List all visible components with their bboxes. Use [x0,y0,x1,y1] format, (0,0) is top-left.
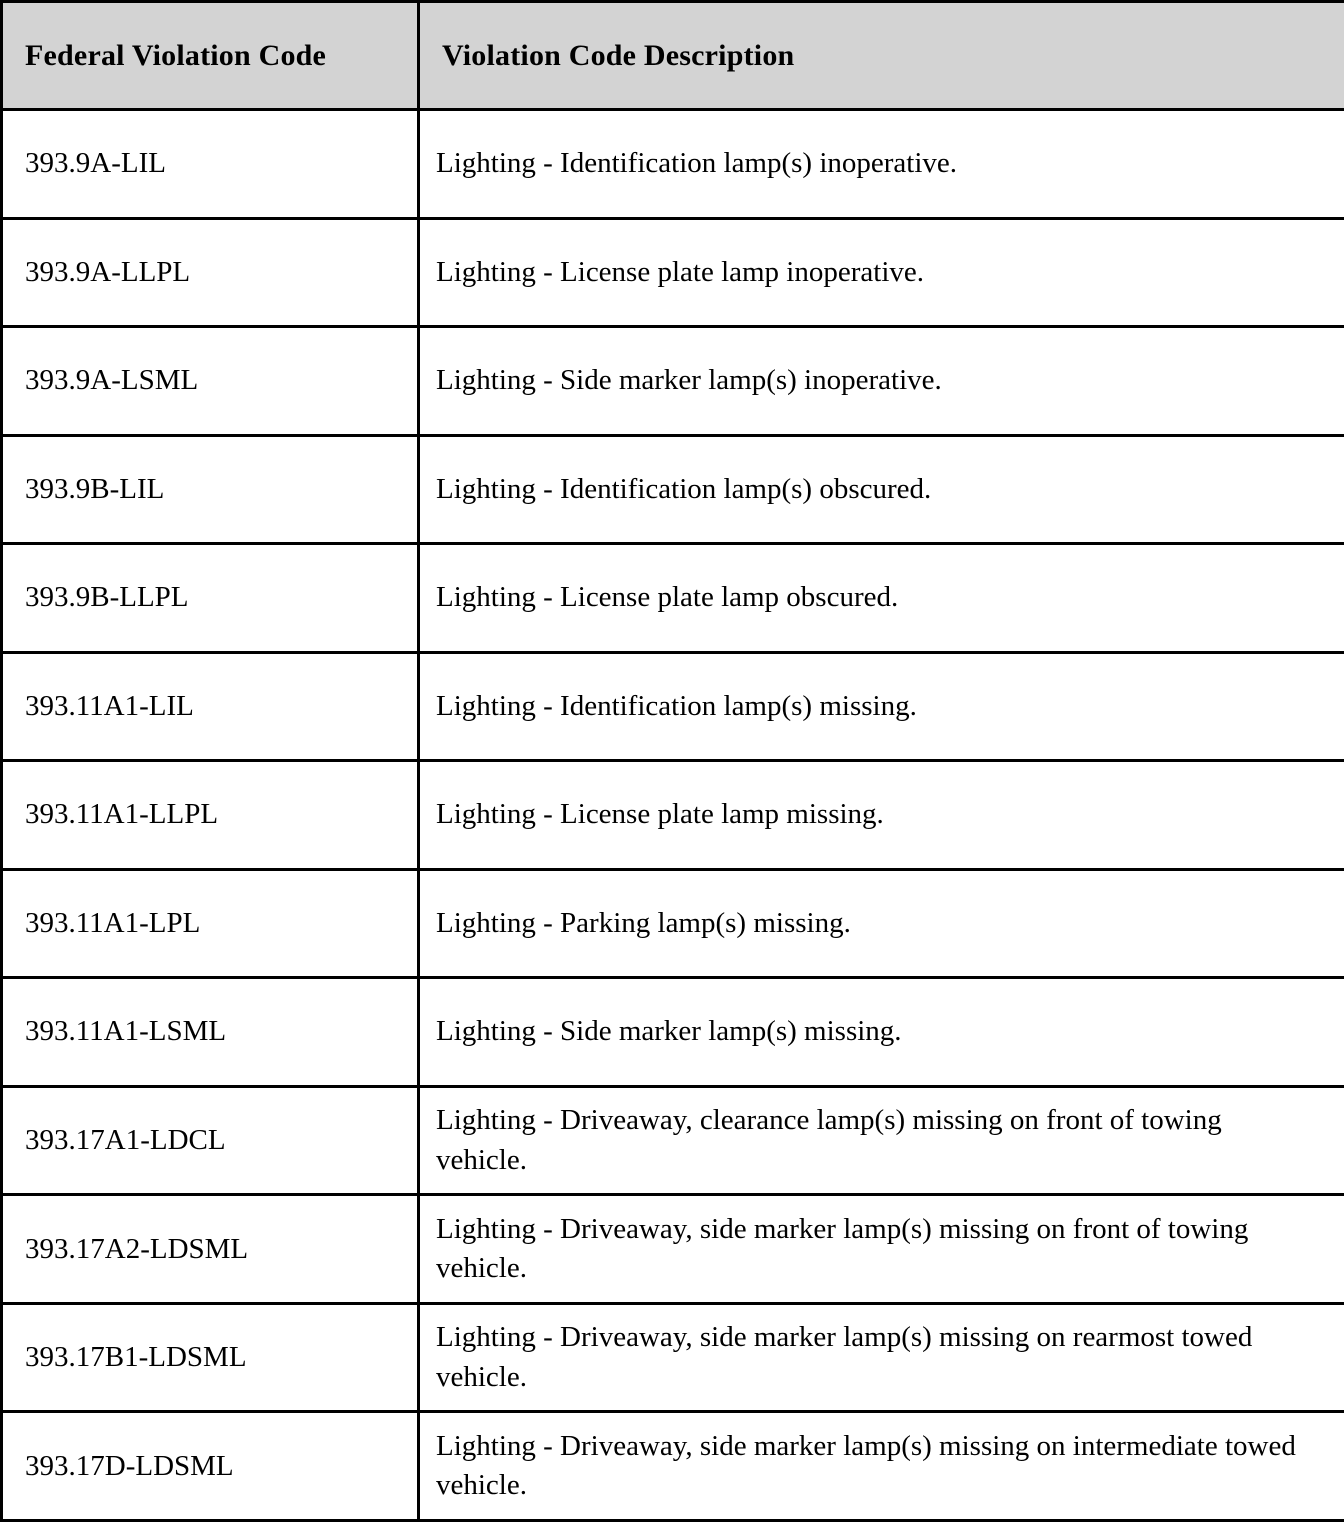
column-header-federal-violation-code: Federal Violation Code [2,2,419,110]
table-row [2,218,1344,327]
table-row [2,652,1344,761]
violation-description-cell: Lighting - License plate lamp missing. [419,761,1344,870]
violation-code-cell: 393.11A1-LSML [2,978,419,1087]
column-header-violation-code-description: Violation Code Description [419,2,1344,110]
violation-description-cell: Lighting - Driveaway, clearance lamp(s) missing on front of towing vehicle. [419,1086,1344,1195]
violation-description-cell: Lighting - Identification lamp(s) inoperative. [419,110,1344,219]
violation-code-cell: 393.9B-LIL [2,435,419,544]
violation-code-cell: 393.9A-LIL [2,110,419,219]
table-body [2,110,1344,1521]
violation-description-cell: Lighting - Identification lamp(s) obscured. [419,435,1344,544]
violation-code-cell: 393.11A1-LLPL [2,761,419,870]
violation-code-cell: 393.9B-LLPL [2,544,419,653]
table-row [2,1195,1344,1304]
table-row [2,327,1344,436]
violation-code-cell: 393.17D-LDSML [2,1412,419,1521]
violation-description-cell: Lighting - Side marker lamp(s) missing. [419,978,1344,1087]
header-row [2,2,1344,110]
violation-description-cell: Lighting - Parking lamp(s) missing. [419,869,1344,978]
violation-description-cell: Lighting - License plate lamp inoperative. [419,218,1344,327]
table-row [2,978,1344,1087]
violation-code-cell: 393.17B1-LDSML [2,1303,419,1412]
table-row [2,1412,1344,1521]
violation-code-cell: 393.9A-LLPL [2,218,419,327]
violation-code-cell: 393.11A1-LPL [2,869,419,978]
violation-code-cell: 393.17A2-LDSML [2,1195,419,1304]
table-row [2,110,1344,219]
table-row [2,761,1344,870]
violation-description-cell: Lighting - Driveaway, side marker lamp(s) missing on intermediate towed vehicle. [419,1412,1344,1521]
violation-description-cell: Lighting - License plate lamp obscured. [419,544,1344,653]
violation-description-cell: Lighting - Identification lamp(s) missing. [419,652,1344,761]
violation-code-cell: 393.9A-LSML [2,327,419,436]
table-header [2,2,1344,110]
table-row [2,869,1344,978]
table-row [2,544,1344,653]
table-row [2,1086,1344,1195]
table-row [2,435,1344,544]
violation-description-cell: Lighting - Driveaway, side marker lamp(s) missing on front of towing vehicle. [419,1195,1344,1304]
violation-code-cell: 393.11A1-LIL [2,652,419,761]
violation-description-cell: Lighting - Driveaway, side marker lamp(s) missing on rearmost towed vehicle. [419,1303,1344,1412]
table-row [2,1303,1344,1412]
violation-description-cell: Lighting - Side marker lamp(s) inoperative. [419,327,1344,436]
violation-code-cell: 393.17A1-LDCL [2,1086,419,1195]
